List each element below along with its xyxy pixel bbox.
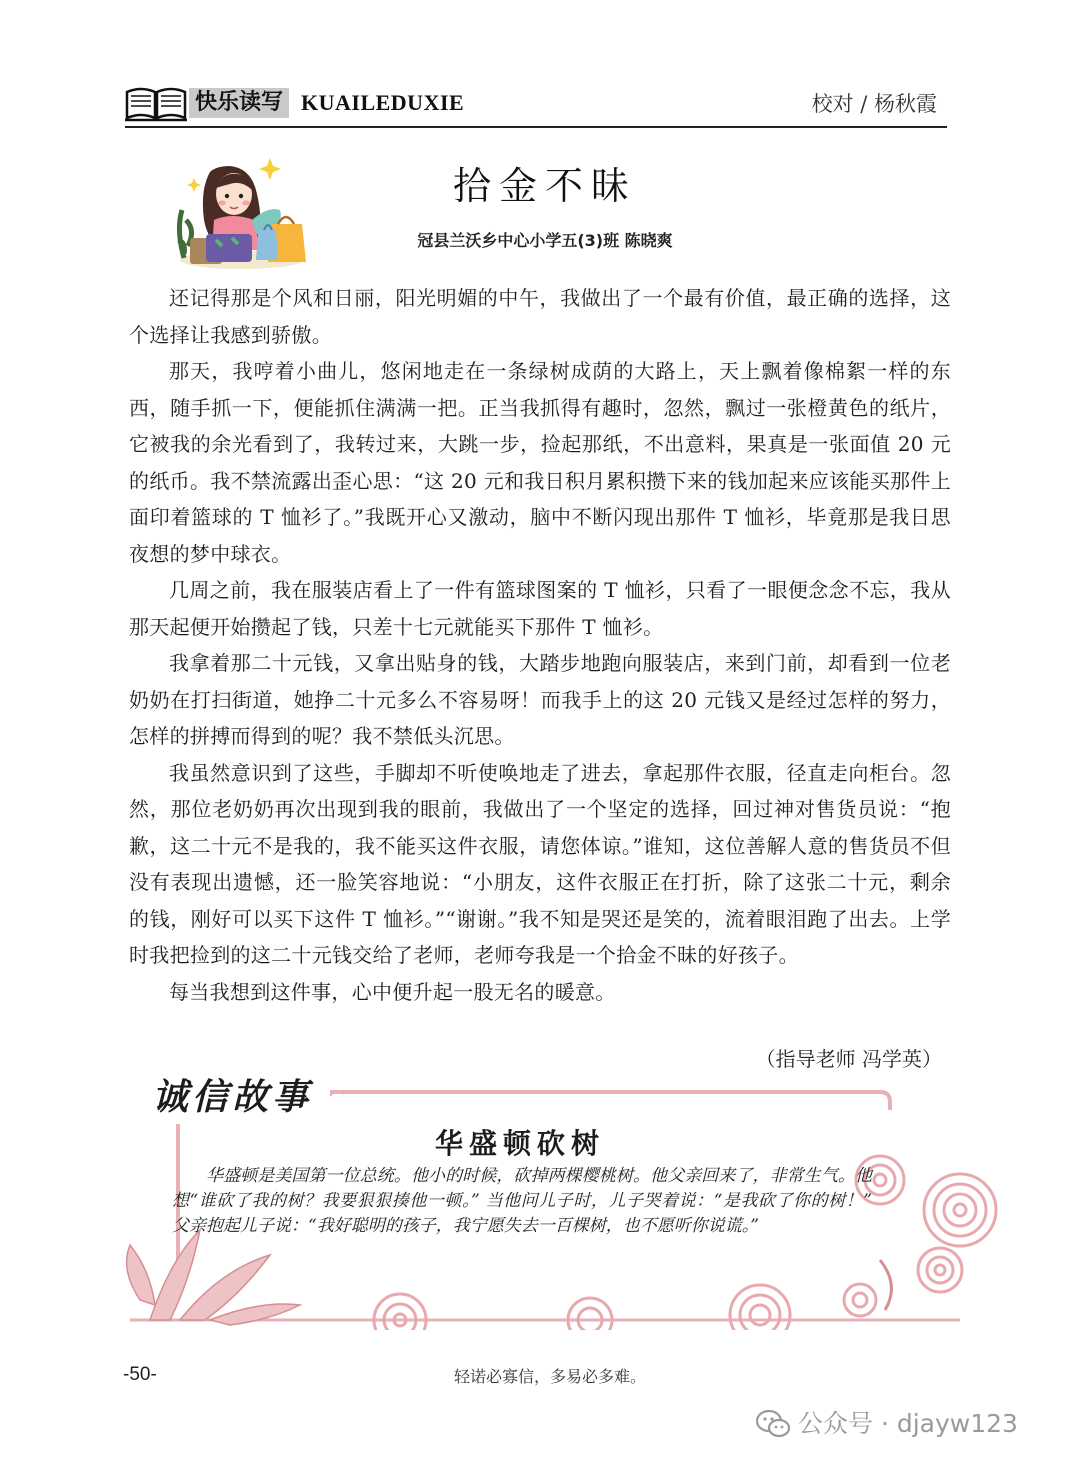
paragraph: 我拿着那二十元钱，又拿出贴身的钱，大踏步地跑向服装店，来到门前，却看到一位老奶奶在打扫街道，她挣二十元多么不容易呀！而我手上的这 20 元钱又是经过怎样的努力，怎样的拼搏而得到的呢？我不禁低头沉思。 [129,651,951,748]
story-section-label: 诚信故事 [152,1076,313,1118]
article-title: 拾金不昧 [452,164,637,208]
story-title: 华盛顿砍树 [434,1127,605,1160]
page-number: -50- [123,1364,157,1385]
article-body [129,280,951,1010]
page-header [125,78,947,128]
proofreader: 校对 / 杨秋霞 [811,92,937,116]
paragraph: 还记得那是个风和日丽，阳光明媚的中午，我做出了一个最有价值，最正确的选择，这个选择让我感到骄傲。 [129,286,951,347]
paragraph: 每当我想到这件事，心中便升起一股无名的暖意。 [169,979,616,1004]
article-byline: 冠县兰沃乡中心小学五(3)班 陈晓爽 [417,231,673,250]
wechat-icon [756,1409,790,1439]
open-book-icon [125,82,187,122]
header-rule [125,126,947,128]
watermark [756,1404,1018,1444]
paragraph: 我虽然意识到了这些，手脚却不听使唤地走了进去，拿起那件衣服，径直走向柜台。忽然，那位老奶奶再次出现到我的眼前，我做出了一个坚定的选择，回过神对售货员说：“抱歉，这二十元不是我的，我不能买这件衣服，请您体谅。”谁知，这位善解人意的售货员不但没有表现出遗憾，还一脸笑容地说：“小朋友，这件衣服正在打折，除了这张二十元，剩余的钱，刚好可以买下这件 T 恤衫。”“谢谢。”我不知是哭还是笑的，流着眼泪跑了出去。上学时我把捡到的这二十元钱交给了老师，老师夸我是一个拾金不昧的好孩子。 [129,760,951,967]
mentor-credit: （指导老师 冯学英） [755,1047,942,1071]
brand-cn: 快乐读写 [189,88,289,118]
story-text: 华盛顿是美国第一位总统。他小的时候，砍掉两棵樱桃树。他父亲回来了，非常生气。他想“谁砍了我的树？我要狠狠揍他一顿。” 当他问儿子时，儿子哭着说：“是我砍了你的树！” 父亲抱起儿子说：“我好聪明的孩子，我宁愿失去一百棵树，也不愿听你说谎。” [172,1166,872,1236]
paragraph: 那天，我哼着小曲儿，悠闲地走在一条绿树成荫的大路上，天上飘着像棉絮一样的东西，随手抓一下，便能抓住满满一把。正当我抓得有趣时，忽然，飘过一张橙黄色的纸片，它被我的余光看到了，我转过来，大跳一步，捡起那纸，不出意料，果真是一张面值 20 元的纸币。我不禁流露出歪心思：“这 20 元和我日积月累积攒下来的钱加起来应该能买那件上面印着篮球的 T 恤衫了。”我既开心又激动，脑中不断闪现出那件 T 恤衫，毕竟那是我日思夜想的梦中球衣。 [129,359,951,566]
brand-en: KUAILEDUXIE [301,90,465,115]
girl-shopping-illustration [172,150,317,275]
footer-motto: 轻诺必寡信，多易必多难。 [453,1367,646,1386]
watermark-text: 公众号 · djayw123 [798,1409,1018,1438]
paragraph: 几周之前，我在服装店看上了一件有篮球图案的 T 恤衫，只看了一眼便念念不忘，我从那天起便开始攒起了钱，只差十七元就能买下那件 T 恤衫。 [129,578,951,639]
